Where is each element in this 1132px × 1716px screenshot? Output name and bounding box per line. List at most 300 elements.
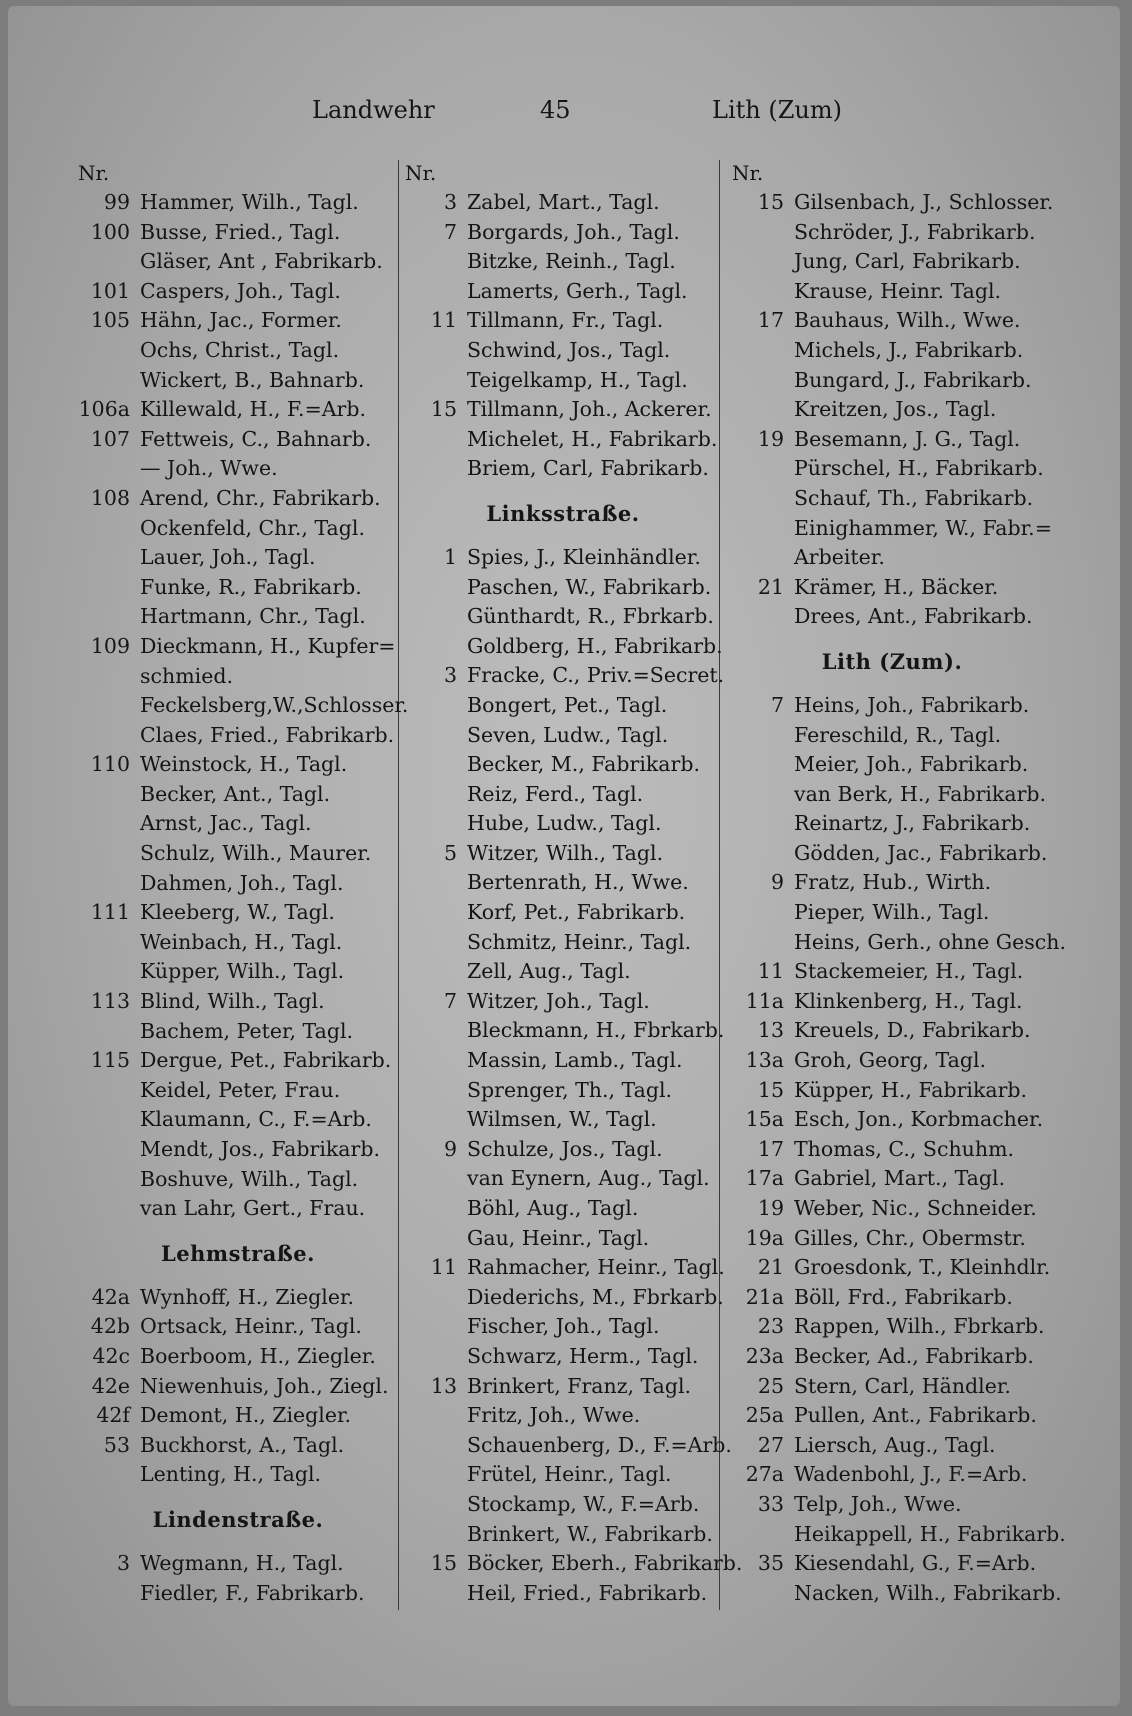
list-item [405, 247, 721, 277]
house-number: 27 [757, 1432, 784, 1457]
house-number: 9 [443, 1136, 457, 1161]
list-item [405, 1312, 721, 1342]
list-item [78, 987, 398, 1017]
list-item [78, 1342, 398, 1372]
house-number: 42c [92, 1343, 130, 1368]
resident-entry: Blind, Wilh., Tagl. [140, 989, 325, 1014]
resident-entry: Boshuve, Wilh., Tagl. [140, 1166, 359, 1191]
house-number: 5 [443, 840, 457, 865]
list-item [732, 928, 1067, 958]
resident-entry: Arnst, Jac., Tagl. [140, 811, 312, 836]
list-item [78, 573, 398, 603]
resident-entry: Demont, H., Ziegler. [140, 1403, 352, 1428]
resident-entry: Arend, Chr., Fabrikarb. [140, 485, 381, 510]
resident-entry: Rappen, Wilh., Fbrkarb. [794, 1314, 1045, 1339]
list-item [405, 366, 721, 396]
list-item [732, 573, 1052, 603]
house-number: 7 [770, 692, 784, 717]
street-heading: Lehmstraße. [161, 1240, 315, 1266]
resident-entry: Ockenfeld, Chr., Tagl. [140, 515, 365, 540]
house-number: 17 [757, 1136, 784, 1161]
list-item [732, 514, 1052, 544]
resident-entry: Küpper, H., Fabrikarb. [794, 1077, 1028, 1102]
resident-entry: Meier, Joh., Fabrikarb. [794, 752, 1029, 777]
resident-entry: Heins, Joh., Fabrikarb. [794, 692, 1030, 717]
resident-entry: Reinartz, J., Fabrikarb. [794, 811, 1031, 836]
resident-entry: Drees, Ant., Fabrikarb. [794, 604, 1033, 629]
resident-entry: Klaumann, C., F.=Arb. [140, 1107, 372, 1132]
resident-entry: Witzer, Joh., Tagl. [467, 988, 650, 1013]
list-item [78, 1165, 398, 1195]
resident-entry: Rahmacher, Heinr., Tagl. [467, 1255, 725, 1280]
list-item [732, 1342, 1052, 1372]
resident-entry: Killewald, H., F.=Arb. [140, 397, 366, 422]
list-item [732, 602, 1052, 632]
list-item [78, 1135, 398, 1165]
list-item [732, 780, 1052, 810]
resident-entry: Bertenrath, H., Wwe. [467, 870, 689, 895]
resident-entry: Funke, R., Fabrikarb. [140, 574, 362, 599]
list-item [732, 484, 1052, 514]
resident-entry: Schwarz, Herm., Tagl. [467, 1343, 699, 1368]
house-number: 42b [90, 1314, 130, 1339]
resident-entry: Becker, M., Fabrikarb. [467, 752, 700, 777]
header-left: Landwehr [312, 96, 435, 124]
house-number: 23 [757, 1314, 784, 1339]
list-item [732, 395, 1052, 425]
house-number: 19a [745, 1225, 784, 1250]
list-item [78, 277, 398, 307]
resident-entry: Hube, Ludw., Tagl. [467, 811, 662, 836]
list-item [732, 543, 1052, 573]
house-number: 101 [90, 278, 130, 303]
list-item [732, 1194, 1052, 1224]
list-item [78, 809, 398, 839]
list-item [405, 1549, 743, 1579]
house-number: 15 [430, 1551, 457, 1576]
list-item [78, 780, 398, 810]
list-item [78, 1046, 398, 1076]
list-item [405, 395, 721, 425]
list-item [405, 1253, 725, 1283]
resident-entry: Hammer, Wilh., Tagl. [140, 190, 359, 214]
list-item [78, 484, 398, 514]
list-item [78, 425, 398, 455]
house-number: 35 [757, 1551, 784, 1576]
resident-entry: Heil, Fried., Fabrikarb. [467, 1580, 708, 1605]
list-item [78, 366, 398, 396]
list-item [732, 1224, 1052, 1254]
column-1 [78, 158, 409, 1608]
house-number: 9 [770, 870, 784, 895]
list-item [732, 987, 1052, 1017]
list-item [405, 1135, 721, 1165]
resident-entry: Groh, Georg, Tagl. [794, 1048, 987, 1073]
resident-entry: van Berk, H., Fabrikarb. [794, 781, 1047, 806]
resident-entry: Fischer, Joh., Tagl. [467, 1314, 660, 1339]
house-number: 11 [757, 959, 784, 984]
list-item [78, 898, 398, 928]
resident-entry: Boerboom, H., Ziegler. [140, 1343, 376, 1368]
resident-entry: Fratz, Hub., Wirth. [794, 870, 992, 895]
house-number: 17a [745, 1166, 784, 1191]
resident-entry: Pieper, Wilh., Tagl. [794, 900, 990, 925]
resident-entry: Groesdonk, T., Kleinhdlr. [794, 1255, 1051, 1280]
list-item [405, 1401, 721, 1431]
list-item [405, 1164, 721, 1194]
resident-entry: Massin, Lamb., Tagl. [467, 1048, 683, 1073]
resident-entry: Zell, Aug., Tagl. [467, 959, 631, 984]
resident-entry: Böll, Frd., Fabrikarb. [794, 1284, 1013, 1309]
resident-entry: Heikappell, H., Fabrikarb. [794, 1521, 1066, 1546]
house-number: 15 [430, 397, 457, 422]
resident-entry: Kleeberg, W., Tagl. [140, 900, 335, 925]
house-number: 19 [757, 1196, 784, 1220]
resident-entry: Schauf, Th., Fabrikarb. [794, 485, 1034, 510]
house-number: 3 [443, 190, 457, 214]
house-number: 105 [90, 308, 130, 333]
list-item [78, 1283, 398, 1313]
resident-entry: Buckhorst, A., Tagl. [140, 1432, 345, 1457]
resident-entry: Caspers, Joh., Tagl. [140, 278, 341, 303]
resident-entry: Klinkenberg, H., Tagl. [794, 988, 1023, 1013]
list-item [732, 454, 1052, 484]
resident-entry: Esch, Jon., Korbmacher. [794, 1107, 1044, 1132]
resident-entry: Gödden, Jac., Fabrikarb. [794, 840, 1048, 865]
resident-entry: Fritz, Joh., Wwe. [467, 1403, 641, 1428]
resident-entry: Lamerts, Gerh., Tagl. [467, 278, 688, 303]
list-item [405, 277, 721, 307]
resident-entry: Stockamp, W., F.=Arb. [467, 1491, 700, 1516]
list-item [732, 957, 1052, 987]
resident-entry: Ochs, Christ., Tagl. [140, 337, 340, 362]
resident-entry: Spies, J., Kleinhändler. [467, 544, 701, 569]
house-number: 42a [91, 1284, 130, 1309]
list-item [732, 1105, 1052, 1135]
resident-entry: Besemann, J. G., Tagl. [794, 426, 1021, 451]
list-item [732, 1520, 1066, 1550]
list-item [405, 218, 721, 248]
list-item [405, 839, 721, 869]
list-item [405, 1431, 732, 1461]
list-item [78, 218, 398, 248]
list-item [732, 1579, 1062, 1609]
resident-entry: Arbeiter. [794, 545, 885, 570]
house-number: 3 [116, 1550, 130, 1575]
resident-entry: Wickert, B., Bahnarb. [140, 367, 365, 392]
house-number: 108 [90, 485, 130, 510]
list-item [78, 957, 398, 987]
house-number: 53 [103, 1432, 130, 1457]
list-item [78, 247, 398, 277]
list-item [78, 454, 398, 484]
list-item [78, 869, 398, 899]
resident-entry: Fiedler, F., Fabrikarb. [140, 1580, 365, 1605]
house-number: 11 [430, 308, 457, 333]
house-number: 11 [430, 1255, 457, 1280]
list-item [78, 1431, 398, 1461]
list-item [405, 425, 721, 455]
resident-entry: Pullen, Ant., Fabrikarb. [794, 1403, 1037, 1428]
resident-entry: Brinkert, Franz, Tagl. [467, 1373, 692, 1398]
street-heading: Lindenstraße. [152, 1506, 324, 1532]
house-number: 21a [745, 1284, 784, 1309]
resident-entry: Schulze, Jos., Tagl. [467, 1136, 663, 1161]
resident-entry: Nacken, Wilh., Fabrikarb. [794, 1580, 1062, 1605]
resident-entry: Krause, Heinr. Tagl. [794, 278, 1002, 303]
resident-entry: Fettweis, C., Bahnarb. [140, 426, 372, 451]
resident-entry: Becker, Ant., Tagl. [140, 781, 331, 806]
list-item [732, 898, 1052, 928]
list-item [405, 1224, 721, 1254]
resident-entry: Günthardt, R., Fbrkarb. [467, 604, 714, 629]
resident-entry: Diederichs, M., Fbrkarb. [467, 1284, 724, 1309]
resident-entry: Bungard, J., Fabrikarb. [794, 367, 1032, 392]
list-item [732, 1135, 1052, 1165]
house-number: 13 [430, 1373, 457, 1398]
resident-entry: Thomas, C., Schuhm. [794, 1136, 1015, 1161]
house-number: 27a [745, 1462, 784, 1487]
resident-entry: Claes, Fried., Fabrikarb. [140, 722, 395, 747]
column-3 [732, 158, 1067, 1608]
list-item [405, 868, 721, 898]
resident-entry: Jung, Carl, Fabrikarb. [794, 249, 1021, 274]
resident-entry: Keidel, Peter, Frau. [140, 1077, 341, 1102]
list-item [405, 691, 721, 721]
resident-entry: Paschen, W., Fabrikarb. [467, 574, 712, 599]
list-item [732, 868, 1052, 898]
list-item [405, 780, 721, 810]
house-number: 1 [443, 544, 457, 569]
list-item [732, 188, 1052, 218]
house-number: 106a [78, 397, 130, 422]
list-item [78, 395, 398, 425]
list-item [405, 898, 721, 928]
list-item [732, 306, 1052, 336]
house-number: 15 [757, 1077, 784, 1102]
street-heading: Linksstraße. [486, 500, 640, 526]
list-item [405, 543, 721, 573]
resident-entry: Schwind, Jos., Tagl. [467, 337, 671, 362]
resident-entry: Teigelkamp, H., Tagl. [467, 367, 688, 392]
house-number: 42f [96, 1403, 130, 1428]
resident-entry: Schulz, Wilh., Maurer. [140, 841, 372, 866]
resident-entry: Mendt, Jos., Fabrikarb. [140, 1137, 380, 1161]
resident-entry: Dahmen, Joh., Tagl. [140, 870, 344, 895]
resident-entry: Lauer, Joh., Tagl. [140, 545, 316, 570]
resident-entry: Kreitzen, Jos., Tagl. [794, 397, 997, 422]
column-2 [405, 158, 743, 1608]
resident-entry: Reiz, Ferd., Tagl. [467, 781, 644, 806]
resident-entry: Feckelsberg,W.,Schlosser. [140, 693, 409, 718]
resident-entry: Becker, Ad., Fabrikarb. [794, 1343, 1034, 1368]
list-item [405, 1283, 724, 1313]
list-item [405, 987, 721, 1017]
list-item [405, 1194, 721, 1224]
list-item [732, 1016, 1052, 1046]
resident-entry: Briem, Carl, Fabrikarb. [467, 456, 709, 481]
page-number: 45 [540, 96, 571, 124]
resident-entry: Hähn, Jac., Former. [140, 308, 342, 333]
resident-entry: Bachem, Peter, Tagl. [140, 1018, 354, 1043]
house-number: 107 [90, 426, 130, 451]
house-number: 15a [745, 1107, 784, 1132]
list-item [405, 957, 721, 987]
street-heading: Lith (Zum). [821, 648, 963, 674]
resident-entry: Busse, Fried., Tagl. [140, 219, 341, 244]
list-item [78, 1372, 398, 1402]
list-item [732, 1490, 1052, 1520]
list-item [732, 1164, 1052, 1194]
list-item [732, 1253, 1052, 1283]
resident-entry: Goldberg, H., Fabrikarb. [467, 633, 723, 658]
resident-entry: Fracke, C., Priv.=Secret. [467, 663, 725, 688]
list-item [405, 336, 721, 366]
resident-entry: Michelet, H., Fabrikarb. [467, 426, 718, 451]
resident-entry: Seven, Ludw., Tagl. [467, 722, 669, 747]
house-number: 7 [443, 988, 457, 1013]
list-item [405, 306, 721, 336]
resident-entry: Frütel, Heinr., Tagl. [467, 1462, 672, 1487]
header-right: Lith (Zum) [712, 96, 842, 124]
list-item [732, 1312, 1052, 1342]
resident-entry: Niewenhuis, Joh., Ziegl. [140, 1373, 389, 1398]
house-number: 42e [91, 1373, 130, 1398]
house-number: 100 [90, 219, 130, 244]
resident-entry: Pürschel, H., Fabrikarb. [794, 456, 1044, 481]
list-item [78, 1579, 398, 1609]
resident-entry: Weinbach, H., Tagl. [140, 929, 343, 954]
house-number: 13 [757, 1018, 784, 1043]
resident-entry: Krämer, H., Bäcker. [794, 574, 999, 599]
resident-entry: Fereschild, R., Tagl. [794, 722, 1002, 747]
resident-entry: Bleckmann, H., Fbrkarb. [467, 1018, 725, 1043]
list-item [78, 662, 398, 692]
list-item [405, 750, 721, 780]
list-item [405, 1579, 721, 1609]
list-item [732, 1401, 1052, 1431]
resident-entry: Weinstock, H., Tagl. [140, 752, 348, 777]
resident-entry: van Lahr, Gert., Frau. [140, 1196, 366, 1221]
list-item [405, 1490, 721, 1520]
list-item [732, 839, 1052, 869]
list-item [78, 514, 398, 544]
list-item [732, 1283, 1052, 1313]
list-item [78, 336, 398, 366]
list-item [78, 1460, 398, 1490]
list-item [78, 1401, 398, 1431]
resident-entry: Tillmann, Joh., Ackerer. [467, 397, 712, 422]
resident-entry: Gabriel, Mart., Tagl. [794, 1166, 1006, 1191]
list-item [405, 602, 721, 632]
resident-entry: Sprenger, Th., Tagl. [467, 1077, 673, 1102]
resident-entry: Liersch, Aug., Tagl. [794, 1432, 996, 1457]
house-number: 17 [757, 308, 784, 333]
list-item [732, 1046, 1052, 1076]
list-item [405, 1342, 721, 1372]
house-number: 7 [443, 219, 457, 244]
house-number: 33 [757, 1491, 784, 1516]
list-item [405, 1076, 721, 1106]
house-number: 25 [757, 1373, 784, 1398]
list-item [732, 277, 1052, 307]
resident-entry: Bitzke, Reinh., Tagl. [467, 249, 676, 274]
resident-entry: Schröder, J., Fabrikarb. [794, 219, 1036, 244]
house-number: 21 [757, 1255, 784, 1280]
house-number: 13a [745, 1048, 784, 1073]
list-item [78, 839, 398, 869]
resident-entry: Weber, Nic., Schneider. [794, 1196, 1037, 1220]
resident-entry: Gilsenbach, J., Schlosser. [794, 190, 1054, 214]
list-item [78, 1194, 398, 1224]
list-item [405, 661, 725, 691]
list-item [78, 1549, 398, 1579]
list-item [405, 1105, 721, 1135]
resident-entry: Schauenberg, D., F.=Arb. [467, 1432, 732, 1457]
house-number: 110 [90, 752, 130, 777]
house-number: 99 [103, 190, 130, 214]
resident-entry: Michels, J., Fabrikarb. [794, 337, 1024, 362]
list-item [405, 1016, 725, 1046]
resident-entry: Einighammer, W., Fabr.= [794, 515, 1052, 540]
nr-label: Nr. [405, 161, 437, 185]
resident-entry: Lenting, H., Tagl. [140, 1462, 322, 1487]
resident-entry: Wegmann, H., Tagl. [140, 1550, 344, 1575]
house-number: 111 [90, 900, 130, 925]
resident-entry: Tillmann, Fr., Tagl. [467, 308, 664, 333]
resident-entry: Hartmann, Chr., Tagl. [140, 604, 366, 629]
resident-entry: Kiesendahl, G., F.=Arb. [794, 1551, 1037, 1576]
house-number: 25a [745, 1403, 784, 1428]
page-header [0, 96, 1132, 136]
list-item [732, 425, 1052, 455]
resident-entry: Schmitz, Heinr., Tagl. [467, 929, 692, 954]
house-number: 21 [757, 574, 784, 599]
list-item [732, 1431, 1052, 1461]
house-number: 109 [90, 633, 130, 658]
list-item [732, 691, 1052, 721]
house-number: 115 [90, 1048, 130, 1073]
nr-label: Nr. [78, 161, 110, 185]
list-item [732, 336, 1052, 366]
resident-entry: Wilmsen, W., Tagl. [467, 1107, 657, 1132]
list-item [405, 1460, 721, 1490]
list-item [78, 1017, 398, 1047]
list-item [732, 1372, 1052, 1402]
list-item [78, 632, 398, 662]
house-number: 3 [443, 663, 457, 688]
house-number: 19 [757, 426, 784, 451]
list-item [732, 750, 1052, 780]
resident-entry: Brinkert, W., Fabrikarb. [467, 1521, 713, 1546]
resident-entry: Telp, Joh., Wwe. [794, 1491, 962, 1516]
resident-entry: Heins, Gerh., ohne Gesch. [794, 929, 1067, 954]
resident-entry: Gläser, Ant , Fabrikarb. [140, 249, 383, 274]
list-item [78, 1312, 398, 1342]
resident-entry: Wadenbohl, J., F.=Arb. [794, 1462, 1028, 1487]
house-number: 113 [90, 989, 130, 1014]
list-item [78, 1105, 398, 1135]
resident-entry: — Joh., Wwe. [140, 456, 278, 481]
resident-entry: Kreuels, D., Fabrikarb. [794, 1018, 1031, 1043]
list-item [732, 1549, 1052, 1579]
list-item [405, 573, 721, 603]
column-divider [398, 160, 399, 1610]
list-item [78, 721, 398, 751]
resident-entry: Küpper, Wilh., Tagl. [140, 959, 345, 984]
resident-entry: Ortsack, Heinr., Tagl. [140, 1314, 362, 1339]
list-item [78, 691, 409, 721]
